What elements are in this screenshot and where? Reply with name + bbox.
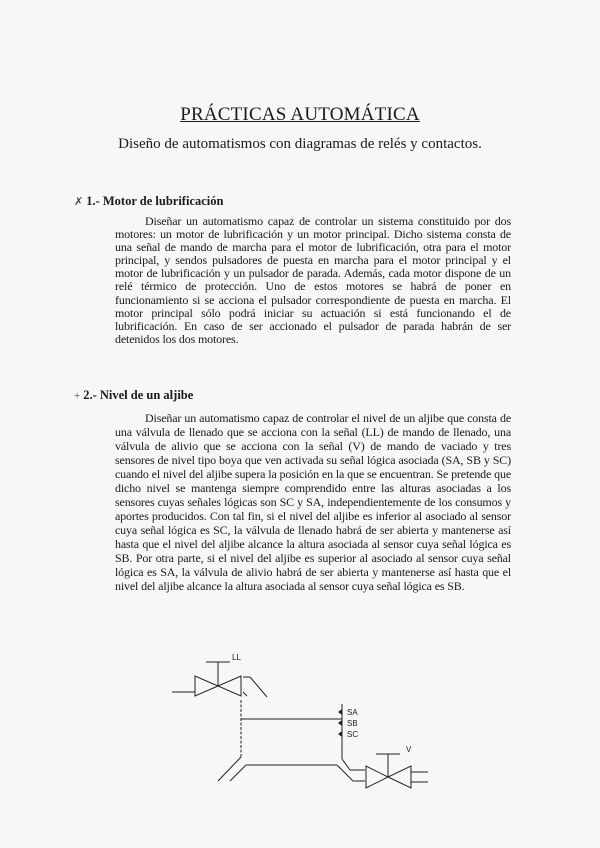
sensor-arrow-icon [338, 720, 342, 726]
fill-valve-label: LL [232, 653, 241, 662]
handwritten-mark: ✗ [74, 196, 84, 208]
drain-valve-label: V [406, 745, 412, 754]
sensor-label-sa: SA [347, 708, 358, 717]
section-body-2: Diseñar un automatismo capaz de controlar el nivel de un aljibe que consta de una válvula de llenado que se acciona con la señal (LL) de mando de llenado, una válvula de alivio que se acciona con la señal (V) de mando de vaciado y tres sensores de nivel tipo boya que ven activada su señal lógica asociada (SA, SB y SC) cuando el nivel del aljibe supera la posición en la que se encuentran. Se pretende que dicho nivel se mantenga siempre comprendido entre las alturas asociadas a los sensores cuyas señales lógicas son SC y SA, independientemente de los consumos y aportes producidos. Con tal fin, si el nivel del aljibe es inferior al asociado al sensor cuya señal lógica es SC, la válvula de llenado habrá de ser abierta y mantenerse así hasta que el nivel del aljibe alcance la altura asociada al sensor cuya señal lógica es SB. Por otra parte, si el nivel del aljibe es superior al asociado al sensor cuya señal lógica es SA, la válvula de alivio habrá de ser abierta y mantenerse así hasta que el nivel del aljibe alcance la altura asociada al sensor cuya señal lógica es SB. [115, 411, 511, 593]
sensor-label-sb: SB [347, 719, 358, 728]
level-sensors [338, 709, 342, 737]
drain-valve-icon [366, 754, 428, 788]
section-heading-text: 2.- Nivel de un aljibe [83, 388, 194, 402]
sensor-arrow-icon [338, 709, 342, 715]
sensor-label-sc: SC [347, 730, 359, 739]
tank-diagram [0, 44, 600, 848]
sensor-arrow-icon [338, 731, 342, 737]
fill-valve-icon [172, 662, 267, 697]
page-subtitle: Diseño de automatismos con diagramas de relés y contactos. [118, 136, 482, 152]
handwritten-mark: + [74, 390, 81, 402]
page-title: PRÁCTICAS AUTOMÁTICA [180, 104, 420, 125]
section-body-1: Diseñar un automatismo capaz de controlar un sistema constituido por dos motores: un motor de lubrificación y un motor principal. Dicho sistema consta de una señal de mando de marcha para el motor de lubrificación, otra para el motor principal, y sendos pulsadores de puesta en marcha para el motor principal y el motor de lubrificación y un pulsador de parada. Además, cada motor dispone de un relé térmico de protección. Uno de estos motores se habrá de poner en funcionamiento si se acciona el pulsador correspondiente de puesta en marcha. El motor principal sólo podrá iniciar su actuación si está funcionando el de lubrificación. En caso de ser accionado el pulsador de parada habrán de ser detenidos los dos motores. [115, 214, 511, 346]
section-heading-text: 1.- Motor de lubrificación [86, 194, 224, 208]
tank-outline [218, 700, 365, 781]
